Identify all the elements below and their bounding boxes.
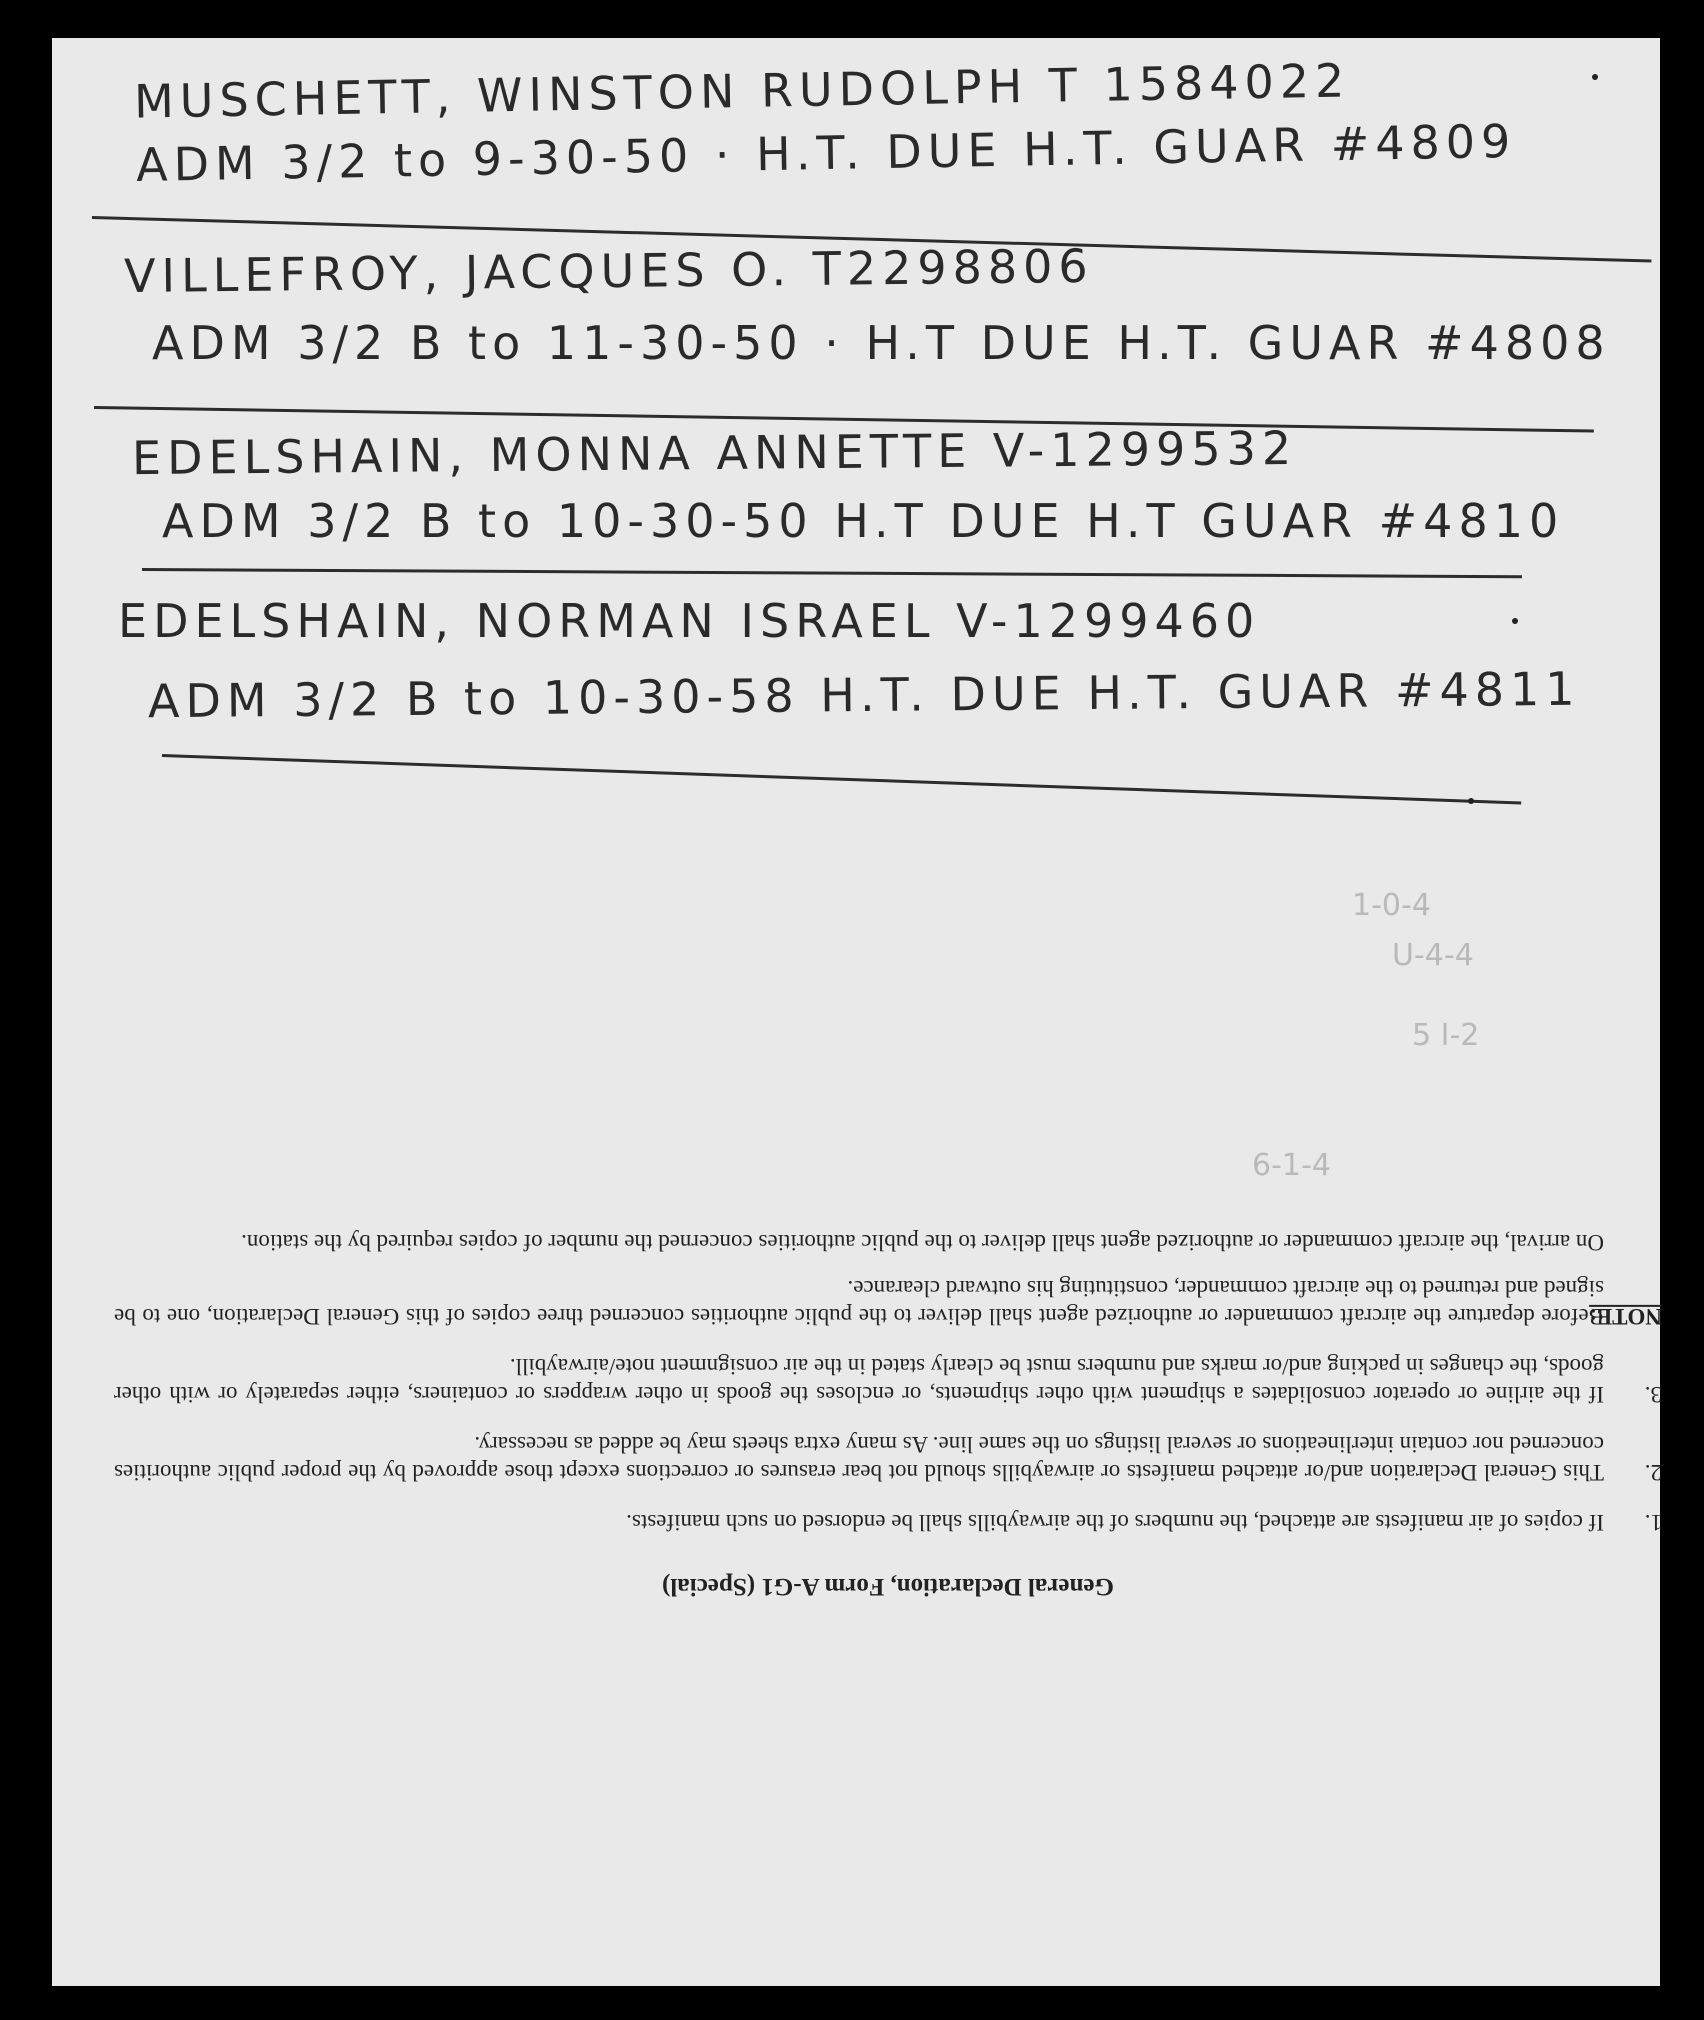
entry-2-admission: ADM 3/2 B to 11-30-50 · H.T DUE H.T. GUAR #4808	[152, 316, 1611, 370]
item-text: If the airline or operator consolidates a shipment with other shipments, or encloses the goods in other wrappers or containers, either separately or with other goods, the changes in packing and/or marks and numbers must be clearly stated in the air consignment note/airwaybill.	[114, 1354, 1604, 1408]
separator-line	[162, 754, 1521, 804]
entry-3-admission: ADM 3/2 B to 10-30-50 H.T DUE H.T GUAR #4810	[162, 494, 1565, 548]
entry-1-name: MUSCHETT, WINSTON RUDOLPH T 1584022	[133, 53, 1351, 129]
item-number: 2.	[1644, 1460, 1662, 1486]
form-instructions-upside-down	[114, 1188, 1662, 1601]
entry-1-admission: ADM 3/2 to 9-30-50 · H.T. DUE H.T. GUAR #4809	[135, 113, 1517, 193]
instruction-item	[114, 1352, 1662, 1408]
item-number: 3.	[1644, 1382, 1662, 1408]
bleed-through-mark: 5 I-2	[1412, 1018, 1480, 1053]
entry-3-name: EDELSHAIN, MONNA ANNETTE V-1299532	[131, 420, 1298, 486]
note-body	[114, 1210, 1604, 1330]
note-section	[114, 1210, 1662, 1330]
separator-line	[142, 568, 1522, 578]
item-text: This General Declaration and/or attached manifests or airwaybills should not bear erasures or corrections except those approved by the proper public authorities concerned nor contain interlineations or several listings on the same line. As many extra sheets may be added as necessary.	[114, 1432, 1604, 1486]
ink-dot	[1592, 74, 1598, 80]
bleed-through-mark: 1-0-4	[1352, 888, 1431, 923]
document-page	[52, 38, 1660, 1986]
ink-dot	[1512, 618, 1518, 624]
entry-4-admission: ADM 3/2 B to 10-30-58 H.T. DUE H.T. GUAR #4811	[147, 661, 1581, 729]
note-label: NOTE:	[1589, 1304, 1662, 1330]
form-title: General Declaration, Form A-G1 (Special)	[662, 1572, 1114, 1600]
item-number: 1.	[1644, 1510, 1662, 1536]
item-text: If copies of air manifests are attached, the numbers of the airwaybills shall be endorsed on such manifests.	[626, 1510, 1604, 1536]
entry-4-name: EDELSHAIN, NORMAN ISRAEL V-1299460	[118, 594, 1261, 648]
entry-2-name: VILLEFROY, JACQUES O. T2298806	[123, 238, 1094, 304]
bleed-through-mark: U-4-4	[1392, 938, 1474, 973]
note-paragraph: On arrival, the aircraft commander or authorized agent shall deliver to the public authorities concerned the number of copies required by the station.	[241, 1230, 1604, 1256]
bleed-through-mark: 6-1-4	[1252, 1148, 1331, 1183]
note-paragraph: Before departure the aircraft commander or authorized agent shall deliver to the public authorities concerned three copies of this General Declaration, one to be signed and returned to the aircraft commander, constituting his outward clearance.	[114, 1276, 1604, 1330]
ink-dot	[1468, 798, 1474, 804]
instruction-item	[114, 1430, 1662, 1486]
instruction-item	[114, 1508, 1662, 1536]
